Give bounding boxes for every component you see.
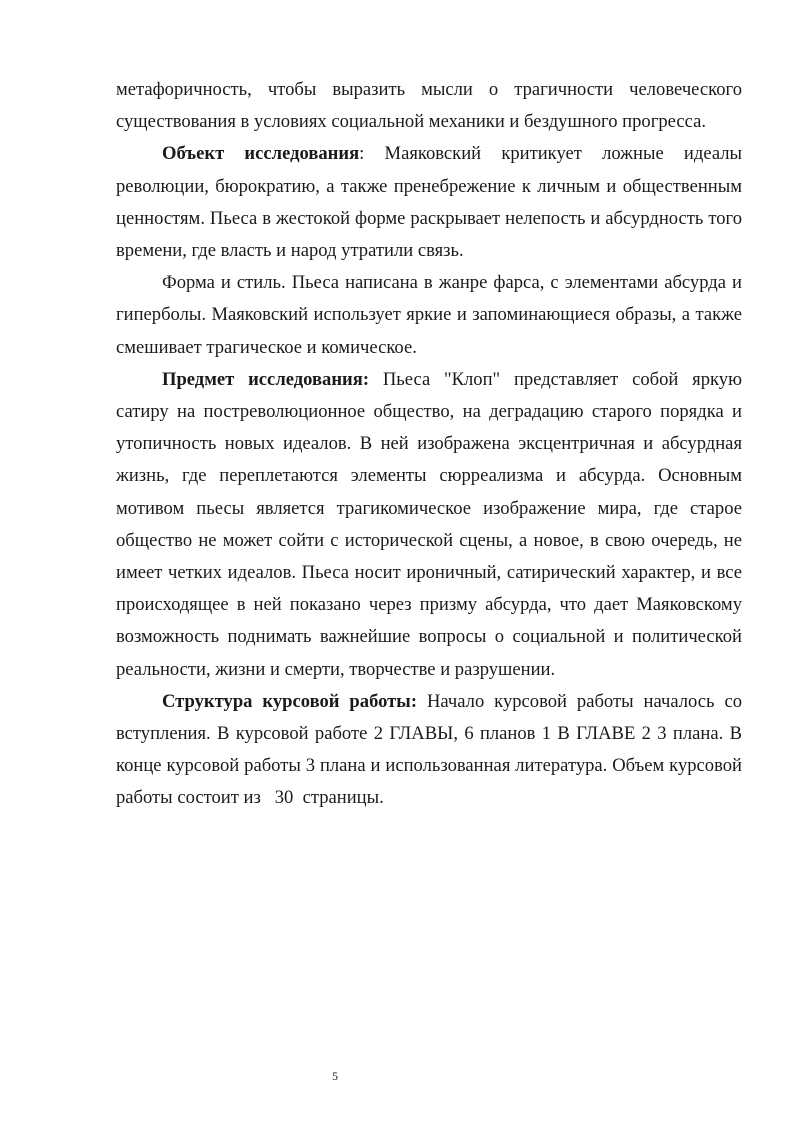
paragraph-form-and-style: Форма и стиль. Пьеса написана в жанре фарса, с элементами абсурда и гиперболы. Маяковский использует яркие и запоминающиеся образы, а также смешивает трагическое и комическое. xyxy=(116,272,742,358)
research-subject-text: Пьеса "Клоп" представляет собой яркую сатиру на постреволюционное общество, на деградацию старого порядка и утопичность новых идеалов. В ней изображена эксцентричная и абсурдная жизнь, где переплетаются элементы сюрреализма и абсурда. Основным мотивом пьесы является трагикомическое изображение мира, где старое общество не может сойти с исторической сцены, а новое, в свою очередь, не имеет четких идеалов. Пьеса носит ироничный, сатирический характер, и все происходящее в ней показано через призму абсурда, что дает Маяковскому возможность поднимать важнейшие вопросы о социальной и политической реальности, жизни и смерти, творчестве и разрушении. xyxy=(116,368,742,680)
coursework-structure-heading: Структура курсовой работы: xyxy=(162,690,418,712)
paragraph-coursework-structure xyxy=(116,686,747,815)
document-body xyxy=(116,74,747,815)
coursework-structure-text: Начало курсовой работы началось со вступления. В курсовой работе 2 ГЛАВЫ, 6 планов 1 В ГЛАВЕ 2 3 плана. В конце курсовой работы 3 плана и использованная литература. Объем курсовой работы состоит из 30 страницы. xyxy=(116,690,747,809)
research-object-heading: Объект исследования xyxy=(162,143,360,165)
research-subject-heading: Предмет исследования: xyxy=(162,368,370,390)
paragraph-intro-continuation: метафоричность, чтобы выразить мысли о трагичности человеческого существования в условиях социальной механики и бездушного прогресса. xyxy=(116,79,742,133)
page-number: 5 xyxy=(332,1069,338,1083)
paragraph-research-subject xyxy=(116,364,742,686)
research-object-text: : Маяковский критикует ложные идеалы революции, бюрократию, а также пренебрежение к личным и общественным ценностям. Пьеса в жестокой форме раскрывает нелепость и абсурдность того времени, где власть и народ утратили связь. xyxy=(116,143,743,262)
paragraph-research-object xyxy=(116,138,742,267)
